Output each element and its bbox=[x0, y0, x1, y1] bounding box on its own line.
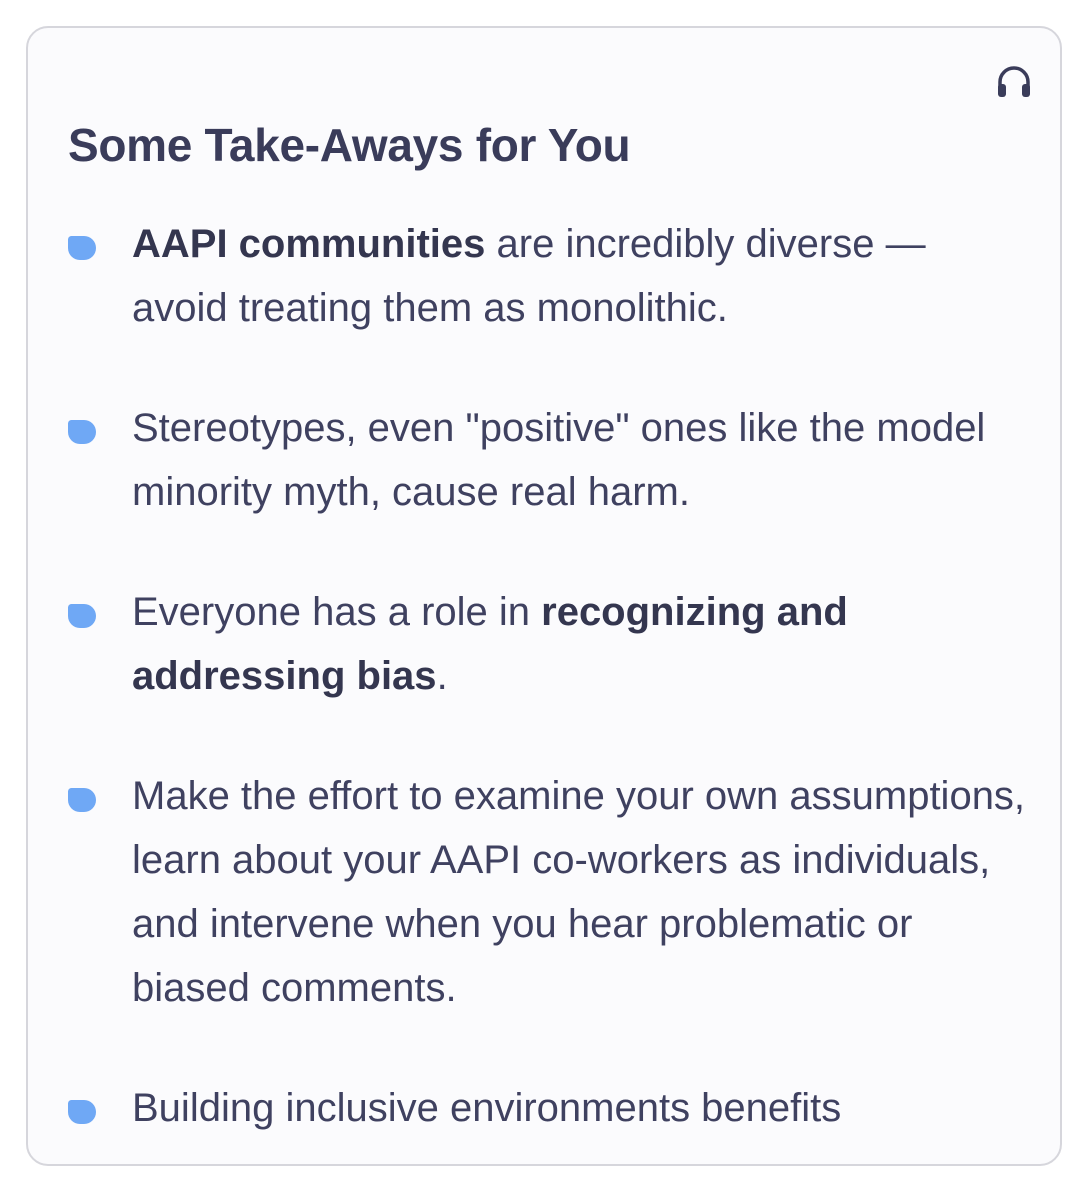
item-text: Everyone has a role in bbox=[132, 590, 542, 634]
bullet-icon bbox=[68, 604, 96, 628]
takeaways-card bbox=[26, 26, 1062, 1166]
takeaway-item bbox=[68, 764, 1028, 1020]
takeaway-item bbox=[68, 1076, 1028, 1140]
takeaways-list bbox=[68, 212, 1028, 1196]
headphones-icon[interactable] bbox=[994, 62, 1034, 102]
item-text: are incredibly diverse — avoid treating them as monolithic. bbox=[132, 222, 926, 330]
bullet-icon bbox=[68, 236, 96, 260]
item-text-bold: AAPI communities bbox=[132, 222, 486, 266]
bullet-icon bbox=[68, 1100, 96, 1124]
takeaway-item bbox=[68, 580, 1028, 708]
item-text-bold: recognizing and addressing bias bbox=[132, 590, 848, 698]
item-text: Stereotypes, even "positive" ones like the model minority myth, cause real harm. bbox=[132, 406, 986, 514]
card-title: Some Take-Aways for You bbox=[68, 119, 631, 171]
takeaway-item bbox=[68, 212, 1028, 340]
item-text: Building inclusive environments benefits bbox=[132, 1086, 842, 1130]
bullet-icon bbox=[68, 420, 96, 444]
item-text: . bbox=[436, 654, 448, 698]
bullet-icon bbox=[68, 788, 96, 812]
takeaway-item bbox=[68, 396, 1028, 524]
item-text: Make the effort to examine your own assumptions, learn about your AAPI co-workers as individuals, and intervene when you hear problematic or biased comments. bbox=[132, 774, 1026, 1010]
